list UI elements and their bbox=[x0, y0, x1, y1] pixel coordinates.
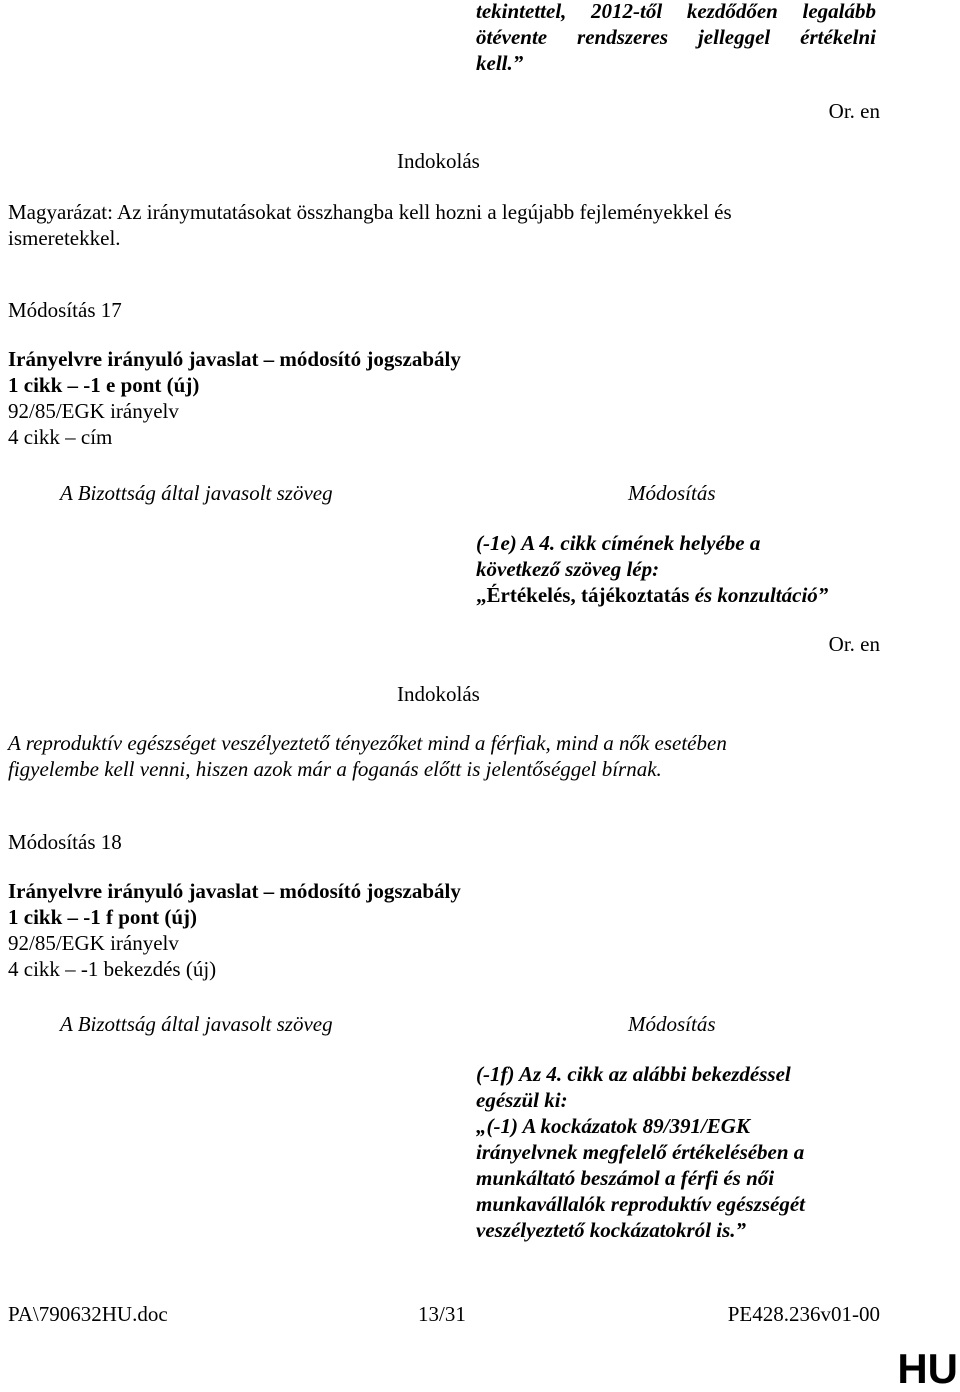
reference-line: 92/85/EGK irányelv bbox=[8, 931, 179, 955]
amendment-line: munkáltató beszámol a férfi és női bbox=[476, 1166, 775, 1190]
amendment-line: (-1f) Az 4. cikk az alábbi bekezdéssel bbox=[476, 1062, 791, 1086]
continued-amendment-text bbox=[476, 0, 876, 76]
reference-line: 4 cikk – cím bbox=[8, 425, 113, 449]
amendment-title: Módosítás 18 bbox=[8, 830, 122, 854]
footer-document-id: PA\790632HU.doc bbox=[8, 1302, 168, 1326]
amendment-line: (-1e) A 4. cikk címének helyébe a bbox=[476, 531, 761, 555]
reference-line: 4 cikk – -1 bekezdés (új) bbox=[8, 957, 217, 981]
continued-line: ötévente rendszeres jelleggel értékelni bbox=[476, 25, 876, 49]
original-language-label: Or. en bbox=[828, 99, 880, 123]
justification-line: Magyarázat: Az iránymutatásokat összhangba kell hozni a legújabb fejleményekkel és bbox=[8, 200, 732, 224]
reference-line: 1 cikk – -1 e pont (új) bbox=[8, 373, 200, 397]
footer-language-code: HU bbox=[897, 1345, 958, 1392]
reference-line: Irányelvre irányuló javaslat – módosító jogszabály bbox=[8, 347, 461, 371]
commission-text-header: A Bizottság által javasolt szöveg bbox=[60, 481, 333, 505]
amendment-bold-italic-part: és konzultáció” bbox=[689, 583, 829, 607]
justification-line: figyelembe kell venni, hiszen azok már a foganás előtt is jelentőséggel bírnak. bbox=[8, 757, 662, 781]
amendment-text bbox=[476, 1061, 876, 1243]
amendment-line: irányelvnek megfelelő értékelésében a bbox=[476, 1140, 805, 1164]
commission-text-header: A Bizottság által javasolt szöveg bbox=[60, 1012, 333, 1036]
amendment-header: Módosítás bbox=[628, 1012, 716, 1036]
amendment-line: „(-1) A kockázatok 89/391/EGK bbox=[476, 1114, 750, 1138]
amendment-title: Módosítás 17 bbox=[8, 298, 122, 322]
amendment-reference bbox=[8, 346, 461, 450]
reference-line: Irányelvre irányuló javaslat – módosító jogszabály bbox=[8, 879, 461, 903]
footer-page-number: 13/31 bbox=[418, 1302, 466, 1326]
continued-line: kell.” bbox=[476, 51, 524, 75]
amendment-line: munkavállalók reproduktív egészségét bbox=[476, 1192, 805, 1216]
amendment-line: egészül ki: bbox=[476, 1088, 568, 1112]
justification-line: ismeretekkel. bbox=[8, 226, 121, 250]
reference-line: 92/85/EGK irányelv bbox=[8, 399, 179, 423]
amendment-reference bbox=[8, 878, 461, 982]
amendment-bold-part: „Értékelés, tájékoztatás bbox=[476, 583, 690, 607]
justification-line: A reproduktív egészséget veszélyeztető tényezőket mind a férfiak, mind a nők esetében bbox=[8, 731, 727, 755]
justification-text bbox=[8, 199, 732, 251]
justification-heading: Indokolás bbox=[397, 682, 480, 706]
justification-heading: Indokolás bbox=[397, 149, 480, 173]
amendment-line bbox=[476, 582, 876, 608]
original-language-label: Or. en bbox=[828, 632, 880, 656]
footer-reference: PE428.236v01-00 bbox=[727, 1302, 880, 1326]
amendment-line: következő szöveg lép: bbox=[476, 557, 660, 581]
amendment-line: veszélyeztető kockázatokról is.” bbox=[476, 1218, 747, 1242]
continued-line: tekintettel, 2012-től kezdődően legalább bbox=[476, 0, 876, 23]
reference-line: 1 cikk – -1 f pont (új) bbox=[8, 905, 198, 929]
amendment-text bbox=[476, 530, 876, 608]
amendment-header: Módosítás bbox=[628, 481, 716, 505]
justification-text bbox=[8, 730, 727, 782]
